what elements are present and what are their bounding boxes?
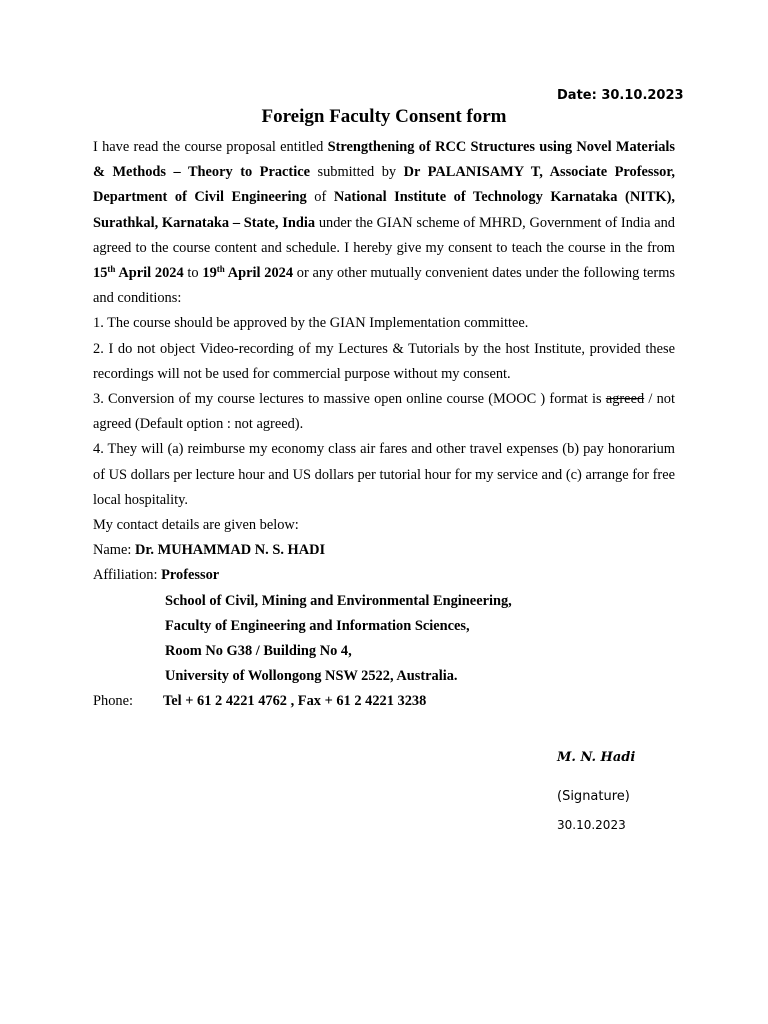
start-date: 15th April 2024 bbox=[93, 264, 184, 282]
form-body bbox=[93, 135, 675, 715]
signature-label: (Signature) bbox=[557, 789, 630, 804]
contact-name-line: Name: Dr. MUHAMMAD N. S. HADI bbox=[93, 542, 326, 559]
term-4: 4. They will (a) reimburse my economy class air fares and other travel expenses (b) pay honorarium of US dollars per lecture hour and US dollars per tutorial hour for my service and (c) arrange for free local hospitality. bbox=[93, 441, 675, 508]
intro-text: or any other mutually convenient dates under the following terms and conditions: bbox=[93, 265, 676, 307]
intro-text: I have read the course proposal entitled bbox=[93, 139, 328, 155]
struck-option: agreed bbox=[605, 391, 645, 408]
phone-line: Phone: Tel + 61 2 4221 4762 , Fax + 61 2 4221 3238 bbox=[93, 693, 427, 710]
term-1: 1. The course should be approved by the GIAN Implementation committee. bbox=[93, 315, 529, 332]
address-line: University of Wollongong NSW 2522, Australia. bbox=[165, 668, 458, 685]
proposer-name: Dr PALANISAMY T, Associate Professor, Department of Civil Engineering bbox=[93, 164, 675, 206]
signature: M. N. Hadi bbox=[557, 750, 636, 765]
address-line: Faculty of Engineering and Information Sciences, bbox=[165, 617, 470, 634]
term-3: 3. Conversion of my course lectures to massive open online course (MOOC ) format is agreed / not agreed (Default option : not agreed). bbox=[93, 391, 675, 433]
end-date: 19th April 2024 bbox=[202, 264, 294, 282]
intro-text: of bbox=[306, 189, 334, 206]
form-title: Foreign Faculty Consent form bbox=[261, 106, 507, 127]
phone-number: Tel + 61 2 4221 4762 , Fax + 61 2 4221 3238 bbox=[163, 693, 427, 710]
affiliation-line: Affiliation: Professor bbox=[93, 567, 220, 584]
signature-block bbox=[557, 750, 635, 832]
intro-text: to bbox=[183, 265, 203, 282]
signature-date: 30.10.2023 bbox=[557, 818, 626, 832]
course-title: Strengthening of RCC Structures using Novel Materials & Methods – Theory to Practice bbox=[93, 139, 675, 181]
form-date: Date: 30.10.2023 bbox=[557, 88, 684, 103]
contact-intro: My contact details are given below: bbox=[93, 517, 299, 534]
institute-name: National Institute of Technology Karnataka (NITK), Surathkal, Karnataka – State, India bbox=[93, 189, 675, 231]
intro-text: submitted by bbox=[310, 164, 404, 181]
contact-name: Dr. MUHAMMAD N. S. HADI bbox=[134, 542, 326, 559]
address-line: School of Civil, Mining and Environmental Engineering, bbox=[165, 592, 512, 609]
intro-paragraph bbox=[93, 135, 675, 311]
address-line: Room No G38 / Building No 4, bbox=[165, 643, 352, 660]
intro-text: under the GIAN scheme of MHRD, Government of India and agreed to the course content and schedule. I hereby give my consent to teach the course in the from bbox=[93, 214, 675, 256]
term-2: 2. I do not object Video-recording of my Lectures & Tutorials by the host Institute, provided these recordings will not be used for commercial purpose without my consent. bbox=[93, 340, 675, 382]
contact-position: Professor bbox=[161, 567, 220, 584]
